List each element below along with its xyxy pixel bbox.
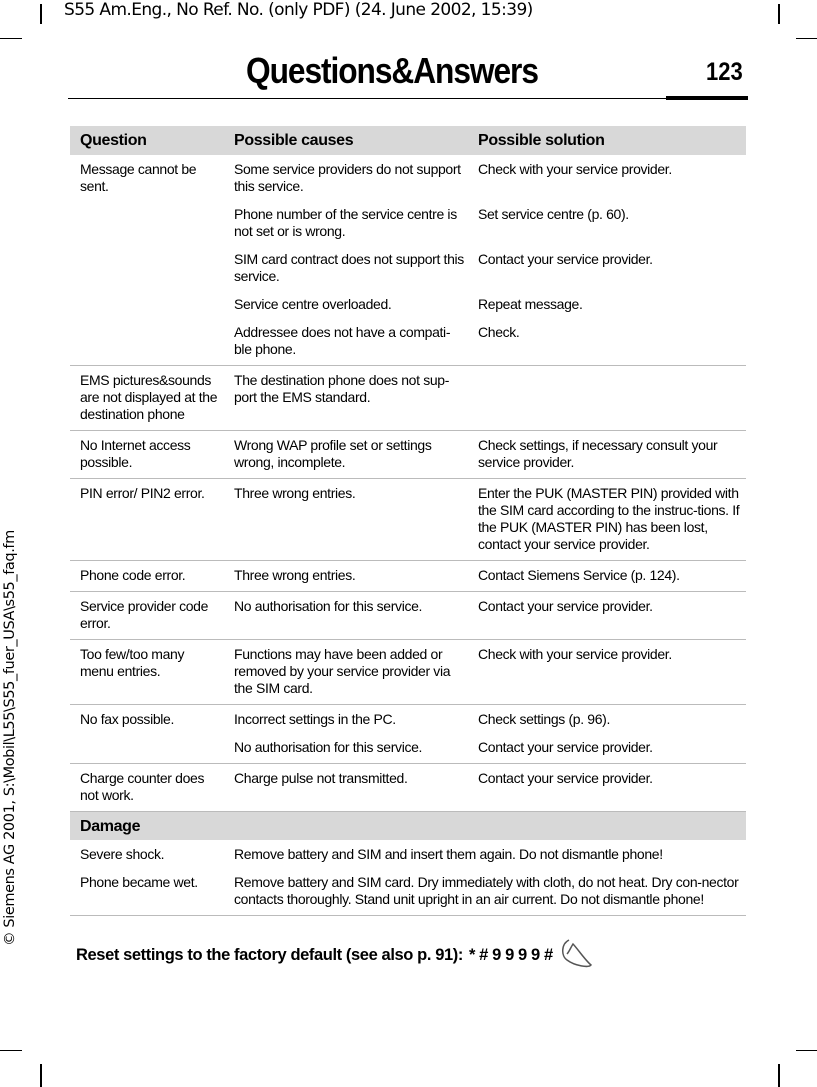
cause-cell: Phone number of the service centre is not set or is wrong. [234, 206, 457, 239]
solution-cell: Contact Siemens Service (p. 124). [468, 561, 746, 592]
cause-cell: Addressee does not have a compati-ble phone. [224, 313, 468, 366]
question-cell: Severe shock. [80, 846, 165, 862]
question-cell: Charge counter does not work. [70, 764, 224, 812]
copyright-sidebar: © Siemens AG 2001, S:\Mobil\L55\S55_fuer_USA\s55_faq.fm [2, 530, 18, 946]
crop-mark [796, 1050, 817, 1051]
cause-cell: Three wrong entries. [224, 479, 468, 561]
question-cell: Service provider code error. [70, 592, 224, 640]
crop-mark [0, 38, 22, 39]
answer-cell: Remove battery and SIM card. Dry immediately with cloth, do not heat. Dry con-nector contacts thoroughly. Stand unit upright in an air current. Do not dismantle phone! [224, 863, 746, 916]
question-cell: Message cannot be sent. [70, 155, 224, 366]
question-cell: No fax possible. [70, 705, 224, 764]
table-row [70, 592, 746, 640]
page-number: 123 [706, 58, 743, 86]
cause-cell: Functions may have been added or removed by your service provider via the SIM card. [224, 640, 468, 705]
table-row [70, 863, 746, 916]
question-cell: Phone code error. [70, 561, 224, 592]
solution-cell: Repeat message. [478, 296, 583, 312]
cause-cell: Three wrong entries. [224, 561, 468, 592]
cause-cell: No authorisation for this service. [224, 728, 468, 764]
crop-mark [40, 1064, 42, 1087]
title-rule [68, 98, 666, 99]
header-causes: Possible causes [224, 126, 468, 155]
table-row [70, 431, 746, 479]
header-solution: Possible solution [468, 126, 746, 155]
crop-mark [0, 1050, 22, 1051]
cause-cell: The destination phone does not sup-port the EMS standard. [224, 366, 468, 431]
cause-cell: Wrong WAP profile set or settings wrong, incomplete. [224, 431, 468, 479]
solution-cell: Contact your service provider. [468, 728, 746, 764]
question-cell: No Internet access possible. [70, 431, 224, 479]
table-row [70, 366, 746, 431]
table-row [70, 764, 746, 812]
solution-cell: Check. [468, 313, 746, 366]
table-row [70, 840, 746, 863]
solution-cell: Contact your service provider. [468, 764, 746, 812]
crop-mark [40, 4, 42, 24]
page-title: Questions&Answers [246, 50, 538, 91]
solution-cell [468, 366, 746, 431]
section-header-damage: Damage [70, 812, 746, 841]
table-row [70, 705, 746, 729]
end-call-key-icon [559, 938, 593, 973]
solution-cell: Check with your service provider. [468, 640, 746, 705]
question-cell: EMS pictures&sounds are not displayed at the destination phone [70, 366, 224, 431]
solution-cell: Check settings (p. 96). [478, 711, 611, 727]
reset-instruction [76, 938, 593, 973]
question-cell: Phone became wet. [70, 863, 224, 916]
crop-mark [778, 1064, 780, 1087]
cause-cell: No authorisation for this service. [224, 592, 468, 640]
cause-cell: Service centre overloaded. [234, 296, 392, 312]
crop-mark [796, 38, 817, 39]
solution-cell: Check settings, if necessary consult your service provider. [468, 431, 746, 479]
print-meta: S55 Am.Eng., No Ref. No. (only PDF) (24. June 2002, 15:39) [64, 0, 533, 20]
solution-cell: Contact your service provider. [468, 592, 746, 640]
table-row [70, 640, 746, 705]
solution-cell: Check with your service provider. [478, 161, 672, 177]
reset-text: Reset settings to the factory default (see also p. 91): [76, 946, 463, 964]
table-row [70, 479, 746, 561]
cause-cell: SIM card contract does not support this service. [234, 251, 464, 284]
cause-cell: Incorrect settings in the PC. [234, 711, 396, 727]
solution-cell: Contact your service provider. [478, 251, 653, 267]
question-cell: PIN error/ PIN2 error. [70, 479, 224, 561]
header-question: Question [70, 126, 224, 155]
solution-cell: Enter the PUK (MASTER PIN) provided with the SIM card according to the instruc-tions. If the PUK (MASTER PIN) has been lost, contact your service provider. [468, 479, 746, 561]
question-cell: Too few/too many menu entries. [70, 640, 224, 705]
table-row [70, 561, 746, 592]
answer-cell: Remove battery and SIM and insert them again. Do not dismantle phone! [234, 846, 663, 862]
crop-mark [778, 4, 780, 24]
table-row [70, 155, 746, 195]
faq-table [70, 126, 746, 916]
cause-cell: Charge pulse not transmitted. [224, 764, 468, 812]
page-number-rule [666, 96, 748, 100]
solution-cell: Set service centre (p. 60). [478, 206, 629, 222]
cause-cell: Some service providers do not support this service. [234, 161, 461, 194]
reset-code: * # 9 9 9 9 # [468, 946, 553, 964]
